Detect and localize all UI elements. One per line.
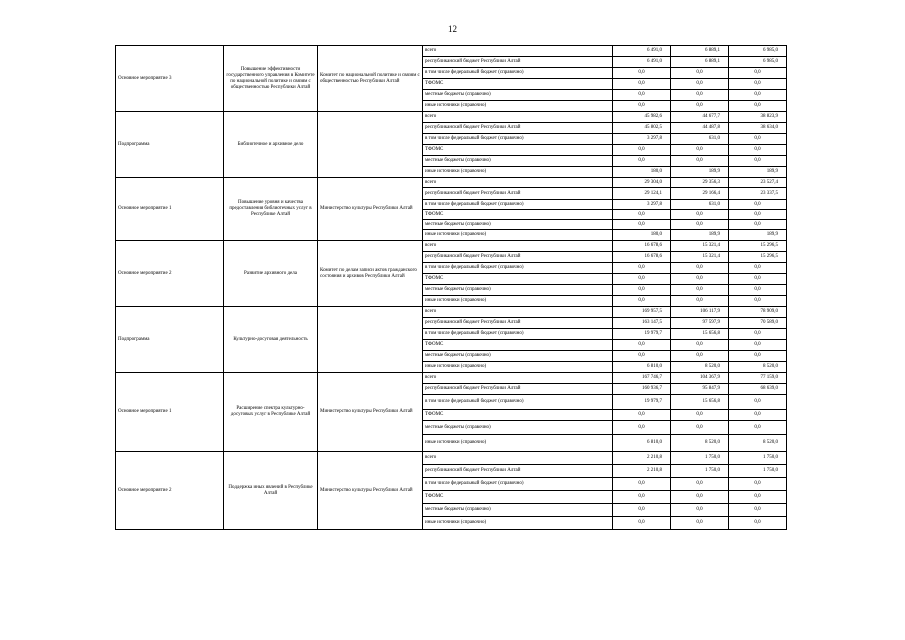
amount-cell-year-3: 0,0 xyxy=(729,90,787,101)
executor-cell xyxy=(318,307,423,373)
amount-cell-year-2: 6 889,1 xyxy=(671,57,729,68)
amount-cell-year-1: 0,0 xyxy=(613,220,671,230)
amount-cell-year-3: 78 909,0 xyxy=(729,307,787,318)
amount-cell-year-1: 0,0 xyxy=(613,274,671,285)
funding-source-cell: в том числе федеральный бюджет (справочно) xyxy=(423,200,613,210)
amount-cell-year-2: 631,0 xyxy=(671,200,729,210)
funding-source-cell: местные бюджеты (справочно) xyxy=(423,90,613,101)
executor-cell: Министерство культуры Республики Алтай xyxy=(318,178,423,241)
amount-cell-year-3: 6 985,0 xyxy=(729,57,787,68)
amount-cell-year-1: 0,0 xyxy=(613,296,671,307)
funding-source-cell: ТФОМС xyxy=(423,491,613,504)
amount-cell-year-2: 0,0 xyxy=(671,517,729,530)
funding-source-cell: в том числе федеральный бюджет (справочно) xyxy=(423,263,613,274)
funding-source-cell: ТФОМС xyxy=(423,210,613,220)
funding-source-cell: республиканский бюджет Республики Алтай xyxy=(423,252,613,263)
amount-cell-year-2: 44 487,8 xyxy=(671,123,729,134)
amount-cell-year-3: 6 985,0 xyxy=(729,46,787,57)
amount-cell-year-2: 0,0 xyxy=(671,491,729,504)
amount-cell-year-1: 180,0 xyxy=(613,167,671,178)
amount-cell-year-1: 167 746,7 xyxy=(613,373,671,384)
program-name-cell: Повышение эффективности государственного управления в Комитете по национальной политике и связям с общественностью Республики Алтай xyxy=(224,46,318,112)
amount-cell-year-2: 15 656,8 xyxy=(671,329,729,340)
funding-source-cell: республиканский бюджет Республики Алтай xyxy=(423,57,613,68)
amount-cell-year-1: 169 957,5 xyxy=(613,307,671,318)
funding-source-cell: ТФОМС xyxy=(423,410,613,421)
amount-cell-year-3: 0,0 xyxy=(729,517,787,530)
amount-cell-year-1: 0,0 xyxy=(613,517,671,530)
amount-cell-year-3: 15 296,5 xyxy=(729,241,787,252)
row-kind-cell: Подпрограмма xyxy=(116,307,224,373)
funding-source-cell: ТФОМС xyxy=(423,79,613,90)
table-row xyxy=(116,46,787,57)
table-row xyxy=(116,178,787,188)
amount-cell-year-3: 0,0 xyxy=(729,421,787,435)
program-name-cell: Развитие архивного дела xyxy=(224,241,318,307)
amount-cell-year-2: 0,0 xyxy=(671,263,729,274)
funding-source-cell: местные бюджеты (справочно) xyxy=(423,220,613,230)
amount-cell-year-3: 0,0 xyxy=(729,200,787,210)
amount-cell-year-2: 8 520,0 xyxy=(671,435,729,452)
amount-cell-year-2: 6 889,1 xyxy=(671,46,729,57)
amount-cell-year-3: 0,0 xyxy=(729,134,787,145)
amount-cell-year-3: 38 634,0 xyxy=(729,123,787,134)
table-row xyxy=(116,307,787,318)
amount-cell-year-1: 0,0 xyxy=(613,340,671,351)
amount-cell-year-1: 2 210,8 xyxy=(613,452,671,465)
amount-cell-year-2: 0,0 xyxy=(671,504,729,517)
funding-source-cell: иные источники (справочно) xyxy=(423,435,613,452)
funding-source-cell: республиканский бюджет Республики Алтай xyxy=(423,384,613,395)
amount-cell-year-3: 77 159,0 xyxy=(729,373,787,384)
budget-table-body xyxy=(116,46,787,530)
amount-cell-year-1: 19 979,7 xyxy=(613,329,671,340)
amount-cell-year-3: 0,0 xyxy=(729,329,787,340)
budget-table xyxy=(115,45,787,530)
amount-cell-year-3: 0,0 xyxy=(729,410,787,421)
amount-cell-year-2: 15 321,4 xyxy=(671,241,729,252)
table-row xyxy=(116,452,787,465)
amount-cell-year-2: 1 750,0 xyxy=(671,465,729,478)
amount-cell-year-1: 0,0 xyxy=(613,90,671,101)
amount-cell-year-1: 0,0 xyxy=(613,101,671,112)
amount-cell-year-2: 0,0 xyxy=(671,79,729,90)
table-row xyxy=(116,112,787,123)
amount-cell-year-3: 0,0 xyxy=(729,395,787,410)
funding-source-cell: всего xyxy=(423,373,613,384)
amount-cell-year-2: 0,0 xyxy=(671,340,729,351)
table-row xyxy=(116,373,787,384)
amount-cell-year-2: 0,0 xyxy=(671,220,729,230)
funding-source-cell: в том числе федеральный бюджет (справочно) xyxy=(423,68,613,79)
amount-cell-year-1: 3 297,8 xyxy=(613,134,671,145)
funding-source-cell: местные бюджеты (справочно) xyxy=(423,504,613,517)
amount-cell-year-1: 0,0 xyxy=(613,504,671,517)
amount-cell-year-2: 0,0 xyxy=(671,210,729,220)
amount-cell-year-2: 0,0 xyxy=(671,90,729,101)
amount-cell-year-1: 3 297,8 xyxy=(613,200,671,210)
funding-source-cell: в том числе федеральный бюджет (справочно) xyxy=(423,134,613,145)
amount-cell-year-2: 15 656,8 xyxy=(671,395,729,410)
amount-cell-year-3: 0,0 xyxy=(729,145,787,156)
amount-cell-year-2: 631,0 xyxy=(671,134,729,145)
funding-source-cell: местные бюджеты (справочно) xyxy=(423,156,613,167)
amount-cell-year-1: 0,0 xyxy=(613,351,671,362)
amount-cell-year-3: 1 750,0 xyxy=(729,452,787,465)
funding-source-cell: местные бюджеты (справочно) xyxy=(423,351,613,362)
amount-cell-year-3: 8 520,0 xyxy=(729,362,787,373)
amount-cell-year-2: 0,0 xyxy=(671,478,729,491)
row-kind-cell: Основное мероприятие 1 xyxy=(116,373,224,452)
funding-source-cell: всего xyxy=(423,112,613,123)
funding-source-cell: всего xyxy=(423,241,613,252)
amount-cell-year-3: 0,0 xyxy=(729,340,787,351)
amount-cell-year-2: 0,0 xyxy=(671,145,729,156)
amount-cell-year-1: 45 802,5 xyxy=(613,123,671,134)
executor-cell: Министерство культуры Республики Алтай xyxy=(318,452,423,530)
funding-source-cell: иные источники (справочно) xyxy=(423,167,613,178)
executor-cell: Министерство культуры Республики Алтай xyxy=(318,373,423,452)
amount-cell-year-3: 0,0 xyxy=(729,220,787,230)
amount-cell-year-2: 0,0 xyxy=(671,351,729,362)
amount-cell-year-1: 6 810,0 xyxy=(613,362,671,373)
amount-cell-year-3: 0,0 xyxy=(729,210,787,220)
funding-source-cell: всего xyxy=(423,452,613,465)
amount-cell-year-3: 0,0 xyxy=(729,296,787,307)
amount-cell-year-3: 0,0 xyxy=(729,285,787,296)
amount-cell-year-1: 0,0 xyxy=(613,263,671,274)
amount-cell-year-2: 0,0 xyxy=(671,285,729,296)
funding-source-cell: республиканский бюджет Республики Алтай xyxy=(423,318,613,329)
program-name-cell: Культурно-досуговая деятельность xyxy=(224,307,318,373)
amount-cell-year-1: 180,0 xyxy=(613,230,671,241)
amount-cell-year-3: 0,0 xyxy=(729,79,787,90)
amount-cell-year-2: 15 321,4 xyxy=(671,252,729,263)
amount-cell-year-2: 1 750,0 xyxy=(671,452,729,465)
amount-cell-year-2: 0,0 xyxy=(671,68,729,79)
amount-cell-year-3: 0,0 xyxy=(729,101,787,112)
funding-source-cell: иные источники (справочно) xyxy=(423,362,613,373)
amount-cell-year-2: 0,0 xyxy=(671,274,729,285)
amount-cell-year-1: 19 979,7 xyxy=(613,395,671,410)
amount-cell-year-2: 95 847,9 xyxy=(671,384,729,395)
amount-cell-year-1: 6 491,0 xyxy=(613,46,671,57)
amount-cell-year-3: 23 527,4 xyxy=(729,178,787,188)
amount-cell-year-2: 0,0 xyxy=(671,101,729,112)
amount-cell-year-1: 0,0 xyxy=(613,145,671,156)
funding-source-cell: иные источники (справочно) xyxy=(423,517,613,530)
funding-source-cell: местные бюджеты (справочно) xyxy=(423,285,613,296)
amount-cell-year-3: 0,0 xyxy=(729,478,787,491)
funding-source-cell: ТФОМС xyxy=(423,340,613,351)
executor-cell xyxy=(318,112,423,178)
amount-cell-year-2: 29 356,3 xyxy=(671,178,729,188)
funding-source-cell: в том числе федеральный бюджет (справочно) xyxy=(423,395,613,410)
amount-cell-year-1: 29 304,0 xyxy=(613,178,671,188)
amount-cell-year-1: 0,0 xyxy=(613,285,671,296)
amount-cell-year-2: 189,9 xyxy=(671,230,729,241)
amount-cell-year-3: 0,0 xyxy=(729,351,787,362)
amount-cell-year-1: 160 936,7 xyxy=(613,384,671,395)
funding-source-cell: иные источники (справочно) xyxy=(423,101,613,112)
amount-cell-year-2: 8 520,0 xyxy=(671,362,729,373)
amount-cell-year-1: 16 678,6 xyxy=(613,252,671,263)
amount-cell-year-1: 0,0 xyxy=(613,79,671,90)
program-name-cell: Расширение спектра культурно-досуговых услуг в Республике Алтай xyxy=(224,373,318,452)
funding-source-cell: иные источники (справочно) xyxy=(423,296,613,307)
amount-cell-year-3: 0,0 xyxy=(729,504,787,517)
amount-cell-year-3: 15 296,5 xyxy=(729,252,787,263)
amount-cell-year-1: 16 678,6 xyxy=(613,241,671,252)
program-name-cell: Повышение уровня и качества предоставления библиотечных услуг в Республике Алтай xyxy=(224,178,318,241)
amount-cell-year-2: 0,0 xyxy=(671,156,729,167)
funding-source-cell: ТФОМС xyxy=(423,274,613,285)
amount-cell-year-2: 29 166,4 xyxy=(671,188,729,200)
amount-cell-year-1: 0,0 xyxy=(613,421,671,435)
funding-source-cell: в том числе федеральный бюджет (справочно) xyxy=(423,478,613,491)
amount-cell-year-2: 189,9 xyxy=(671,167,729,178)
amount-cell-year-3: 8 520,0 xyxy=(729,435,787,452)
amount-cell-year-1: 6 491,0 xyxy=(613,57,671,68)
amount-cell-year-1: 6 810,0 xyxy=(613,435,671,452)
funding-source-cell: республиканский бюджет Республики Алтай xyxy=(423,188,613,200)
amount-cell-year-1: 0,0 xyxy=(613,210,671,220)
page-number: 12 xyxy=(448,24,457,34)
program-name-cell: Поддержка иных явлений в Республике Алтай xyxy=(224,452,318,530)
amount-cell-year-3: 0,0 xyxy=(729,274,787,285)
amount-cell-year-1: 2 210,8 xyxy=(613,465,671,478)
amount-cell-year-2: 104 367,9 xyxy=(671,373,729,384)
amount-cell-year-1: 0,0 xyxy=(613,68,671,79)
amount-cell-year-2: 106 117,9 xyxy=(671,307,729,318)
executor-cell: Комитет по делам записи актов гражданского состояния и архивов Республики Алтай xyxy=(318,241,423,307)
amount-cell-year-1: 0,0 xyxy=(613,156,671,167)
row-kind-cell: Основное мероприятие 2 xyxy=(116,452,224,530)
amount-cell-year-3: 23 337,5 xyxy=(729,188,787,200)
amount-cell-year-2: 0,0 xyxy=(671,296,729,307)
amount-cell-year-3: 0,0 xyxy=(729,263,787,274)
row-kind-cell: Подпрограмма xyxy=(116,112,224,178)
funding-source-cell: иные источники (справочно) xyxy=(423,230,613,241)
executor-cell: Комитет по национальной политике и связям с общественностью Республики Алтай xyxy=(318,46,423,112)
amount-cell-year-2: 0,0 xyxy=(671,410,729,421)
program-name-cell: Библиотечное и архивное дело xyxy=(224,112,318,178)
amount-cell-year-3: 0,0 xyxy=(729,68,787,79)
funding-source-cell: республиканский бюджет Республики Алтай xyxy=(423,465,613,478)
funding-source-cell: местные бюджеты (справочно) xyxy=(423,421,613,435)
amount-cell-year-3: 38 823,9 xyxy=(729,112,787,123)
amount-cell-year-1: 0,0 xyxy=(613,491,671,504)
amount-cell-year-3: 1 750,0 xyxy=(729,465,787,478)
funding-source-cell: всего xyxy=(423,307,613,318)
funding-source-cell: республиканский бюджет Республики Алтай xyxy=(423,123,613,134)
amount-cell-year-3: 70 589,0 xyxy=(729,318,787,329)
amount-cell-year-3: 189,9 xyxy=(729,167,787,178)
amount-cell-year-3: 0,0 xyxy=(729,491,787,504)
amount-cell-year-2: 0,0 xyxy=(671,421,729,435)
funding-source-cell: ТФОМС xyxy=(423,145,613,156)
amount-cell-year-3: 68 639,0 xyxy=(729,384,787,395)
amount-cell-year-1: 163 147,5 xyxy=(613,318,671,329)
row-kind-cell: Основное мероприятие 3 xyxy=(116,46,224,112)
funding-source-cell: всего xyxy=(423,46,613,57)
amount-cell-year-1: 0,0 xyxy=(613,410,671,421)
amount-cell-year-3: 0,0 xyxy=(729,156,787,167)
row-kind-cell: Основное мероприятие 2 xyxy=(116,241,224,307)
funding-source-cell: всего xyxy=(423,178,613,188)
amount-cell-year-1: 45 982,6 xyxy=(613,112,671,123)
amount-cell-year-2: 97 597,9 xyxy=(671,318,729,329)
amount-cell-year-1: 29 124,1 xyxy=(613,188,671,200)
row-kind-cell: Основное мероприятие 1 xyxy=(116,178,224,241)
amount-cell-year-1: 0,0 xyxy=(613,478,671,491)
amount-cell-year-2: 44 677,7 xyxy=(671,112,729,123)
amount-cell-year-3: 189,9 xyxy=(729,230,787,241)
table-row xyxy=(116,241,787,252)
funding-source-cell: в том числе федеральный бюджет (справочно) xyxy=(423,329,613,340)
